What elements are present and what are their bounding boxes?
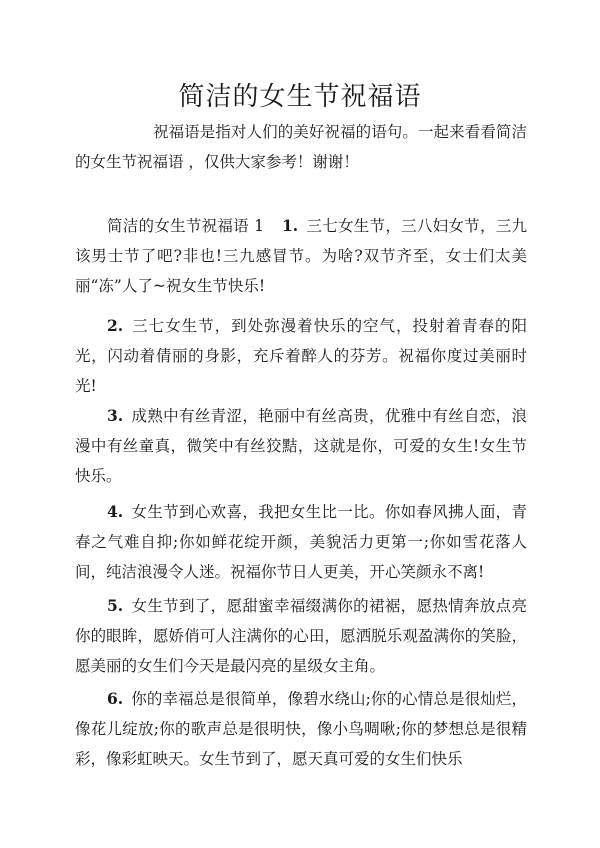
item-text: 三七女生节，三八妇女节，三九该男士节了吧?非也!三九感冒节。为啥?双节齐至，女士们太美丽“冻”人了~祝女生节快乐! [75, 217, 527, 295]
item-number: 3. [107, 406, 124, 425]
paragraph-item-6 [75, 684, 527, 774]
intro-paragraph: 祝福语是指对人们的美好祝福的语句。一起来看看简洁的女生节祝福语 ，仅供大家参考！谢谢！ [75, 123, 527, 171]
item-number: 6. [107, 689, 124, 708]
paragraph-item-1 [75, 211, 527, 301]
item-number: 4. [107, 502, 124, 521]
paragraph-item-2 [75, 311, 527, 401]
item-text: 女生节到了，愿甜蜜幸福缀满你的裙裾，愿热情奔放点亮你的眼眸，愿娇俏可人注满你的心田，愿洒脱乐观盈满你的笑脸，愿美丽的女生们今天是最闪亮的星级女主角。 [75, 597, 527, 675]
paragraph-item-3 [75, 401, 527, 491]
item-text: 三七女生节，到处弥漫着快乐的空气，投射着青春的阳光，闪动着倩丽的身影，充斥着醉人的芬芳。祝福你度过美丽时光! [75, 317, 527, 395]
item-number: 1. [282, 216, 299, 235]
paragraph-item-4 [75, 497, 527, 587]
document-title: 简洁的女生节祝福语 [178, 82, 422, 112]
section-heading: 简洁的女生节祝福语 1 [107, 217, 264, 235]
item-number: 5. [107, 596, 124, 615]
item-text: 女生节到心欢喜，我把女生比一比。你如春风拂人面，青春之气难自抑;你如鲜花绽开颜，美貌活力更第一;你如雪花落人间，纯洁浪漫令人迷。祝福你节日人更美，开心笑颜永不离! [75, 503, 527, 581]
item-text: 你的幸福总是很简单，像碧水绕山;你的心情总是很灿烂，像花儿绽放;你的歌声总是很明快，像小鸟啁啾;你的梦想总是很精彩，像彩虹映天。女生节到了，愿天真可爱的女生们快乐 [75, 690, 527, 768]
paragraph-item-5 [75, 591, 527, 681]
item-text: 成熟中有丝青涩，艳丽中有丝高贵，优雅中有丝自恋，浪漫中有丝童真，微笑中有丝狡黠，这就是你，可爱的女生!女生节快乐。 [75, 407, 527, 485]
item-number: 2. [107, 316, 124, 335]
